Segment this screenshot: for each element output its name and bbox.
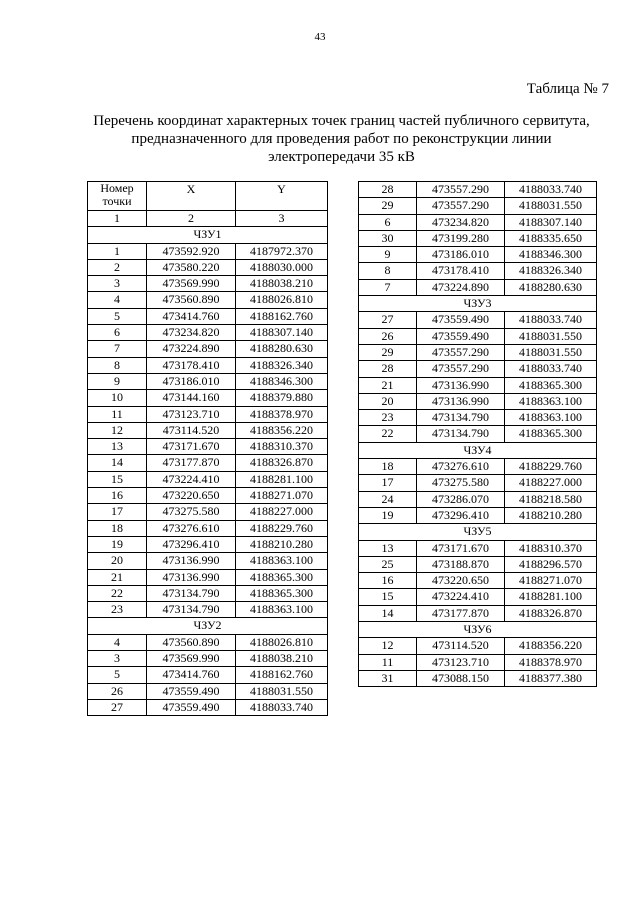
table-row [88, 390, 328, 406]
x-coordinate-cell: 473569.990 [147, 276, 236, 292]
y-coordinate-cell: 4188310.370 [236, 439, 328, 455]
x-coordinate-cell: 473234.820 [417, 214, 505, 230]
point-number-cell: 18 [359, 459, 417, 475]
header-x: X [147, 182, 236, 211]
point-number-cell: 29 [359, 198, 417, 214]
point-number-cell: 9 [88, 373, 147, 389]
y-coordinate-cell: 4188326.870 [236, 455, 328, 471]
x-coordinate-cell: 473199.280 [417, 230, 505, 246]
y-coordinate-cell: 4188210.280 [505, 507, 597, 523]
y-coordinate-cell: 4188031.550 [505, 328, 597, 344]
x-coordinate-cell: 473286.070 [417, 491, 505, 507]
point-number-cell: 17 [88, 504, 147, 520]
table-row [88, 373, 328, 389]
point-number-cell: 8 [88, 357, 147, 373]
x-coordinate-cell: 473224.890 [417, 279, 505, 295]
point-number-cell: 15 [88, 471, 147, 487]
y-coordinate-cell: 4188271.070 [505, 573, 597, 589]
y-coordinate-cell: 4188280.630 [236, 341, 328, 357]
table-row [88, 439, 328, 455]
x-coordinate-cell: 473220.650 [417, 573, 505, 589]
heading-line: электропередачи 35 кВ [268, 149, 415, 165]
section-title: ЧЗУ2 [88, 618, 328, 634]
table-row [359, 410, 597, 426]
table-row [88, 569, 328, 585]
x-coordinate-cell: 473275.580 [147, 504, 236, 520]
x-coordinate-cell: 473114.520 [147, 422, 236, 438]
table-row [88, 488, 328, 504]
y-coordinate-cell: 4188033.740 [505, 312, 597, 328]
x-coordinate-cell: 473136.990 [147, 569, 236, 585]
point-number-cell: 18 [88, 520, 147, 536]
y-coordinate-cell: 4188307.140 [236, 325, 328, 341]
y-coordinate-cell: 4188307.140 [505, 214, 597, 230]
y-coordinate-cell: 4188227.000 [505, 475, 597, 491]
point-number-cell: 25 [359, 556, 417, 572]
header-point-number-line: Номер [100, 181, 134, 195]
x-coordinate-cell: 473178.410 [417, 263, 505, 279]
x-coordinate-cell: 473178.410 [147, 357, 236, 373]
point-number-cell: 1 [88, 243, 147, 259]
x-coordinate-cell: 473224.410 [417, 589, 505, 605]
table-row [359, 507, 597, 523]
y-coordinate-cell: 4188379.880 [236, 390, 328, 406]
y-coordinate-cell: 4188363.100 [505, 393, 597, 409]
point-number-cell: 23 [88, 602, 147, 618]
table-row [88, 341, 328, 357]
x-coordinate-cell: 473580.220 [147, 259, 236, 275]
x-coordinate-cell: 473171.670 [147, 439, 236, 455]
y-coordinate-cell: 4188033.740 [505, 361, 597, 377]
point-number-cell: 31 [359, 670, 417, 686]
y-coordinate-cell: 4188310.370 [505, 540, 597, 556]
point-number-cell: 22 [359, 426, 417, 442]
section-row [359, 524, 597, 540]
header-y: Y [236, 182, 328, 211]
heading-line: Перечень координат характерных точек границ частей публичного сервитута, [93, 113, 590, 129]
y-coordinate-cell: 4188210.280 [236, 536, 328, 552]
y-coordinate-cell: 4188162.760 [236, 308, 328, 324]
point-number-cell: 12 [88, 422, 147, 438]
x-coordinate-cell: 473557.290 [417, 361, 505, 377]
table-row [359, 328, 597, 344]
y-coordinate-cell: 4188378.970 [505, 654, 597, 670]
point-number-cell: 12 [359, 638, 417, 654]
table-row [88, 553, 328, 569]
section-row [88, 227, 328, 243]
y-coordinate-cell: 4188356.220 [505, 638, 597, 654]
x-coordinate-cell: 473569.990 [147, 651, 236, 667]
coordinates-table-right [358, 181, 597, 687]
table-row [359, 230, 597, 246]
point-number-cell: 20 [88, 553, 147, 569]
y-coordinate-cell: 4187972.370 [236, 243, 328, 259]
x-coordinate-cell: 473224.410 [147, 471, 236, 487]
table-row [359, 605, 597, 621]
table-row [88, 520, 328, 536]
y-coordinate-cell: 4188363.100 [236, 602, 328, 618]
point-number-cell: 14 [88, 455, 147, 471]
y-coordinate-cell: 4188031.550 [236, 683, 328, 699]
y-coordinate-cell: 4188030.000 [236, 259, 328, 275]
x-coordinate-cell: 473414.760 [147, 667, 236, 683]
y-coordinate-cell: 4188363.100 [505, 410, 597, 426]
point-number-cell: 22 [88, 585, 147, 601]
x-coordinate-cell: 473123.710 [147, 406, 236, 422]
y-coordinate-cell: 4188326.340 [236, 357, 328, 373]
x-coordinate-cell: 473276.610 [417, 459, 505, 475]
table-row [88, 325, 328, 341]
y-coordinate-cell: 4188031.550 [505, 344, 597, 360]
table-row [359, 182, 597, 198]
y-coordinate-cell: 4188038.210 [236, 276, 328, 292]
index-cell: 1 [88, 211, 147, 227]
point-number-cell: 17 [359, 475, 417, 491]
y-coordinate-cell: 4188229.760 [236, 520, 328, 536]
y-coordinate-cell: 4188280.630 [505, 279, 597, 295]
table-row [359, 589, 597, 605]
table-row [88, 357, 328, 373]
table-row [359, 638, 597, 654]
point-number-cell: 7 [359, 279, 417, 295]
x-coordinate-cell: 473136.990 [417, 377, 505, 393]
table-row [359, 279, 597, 295]
table-row [359, 214, 597, 230]
x-coordinate-cell: 473136.990 [417, 393, 505, 409]
header-point-number [88, 182, 147, 211]
section-title: ЧЗУ3 [359, 296, 597, 312]
section-row [359, 442, 597, 458]
point-number-cell: 16 [359, 573, 417, 589]
section-title: ЧЗУ6 [359, 622, 597, 638]
x-coordinate-cell: 473559.490 [147, 683, 236, 699]
y-coordinate-cell: 4188335.650 [505, 230, 597, 246]
page-number: 43 [314, 31, 326, 43]
y-coordinate-cell: 4188365.300 [505, 426, 597, 442]
document-heading [70, 112, 613, 166]
table-row [88, 667, 328, 683]
table-row [88, 471, 328, 487]
table-row [88, 276, 328, 292]
y-coordinate-cell: 4188033.740 [236, 699, 328, 715]
point-number-cell: 20 [359, 393, 417, 409]
x-coordinate-cell: 473234.820 [147, 325, 236, 341]
y-coordinate-cell: 4188026.810 [236, 292, 328, 308]
table-row [359, 459, 597, 475]
point-number-cell: 24 [359, 491, 417, 507]
point-number-cell: 2 [88, 259, 147, 275]
y-coordinate-cell: 4188229.760 [505, 459, 597, 475]
y-coordinate-cell: 4188271.070 [236, 488, 328, 504]
table-row [359, 670, 597, 686]
table-row [88, 683, 328, 699]
point-number-cell: 28 [359, 361, 417, 377]
table-row [88, 455, 328, 471]
point-number-cell: 11 [88, 406, 147, 422]
x-coordinate-cell: 473088.150 [417, 670, 505, 686]
x-coordinate-cell: 473592.920 [147, 243, 236, 259]
section-title: ЧЗУ1 [88, 227, 328, 243]
x-coordinate-cell: 473559.490 [417, 312, 505, 328]
x-coordinate-cell: 473296.410 [417, 507, 505, 523]
x-coordinate-cell: 473134.790 [417, 410, 505, 426]
table-row [359, 475, 597, 491]
x-coordinate-cell: 473559.490 [147, 699, 236, 715]
table-row [88, 406, 328, 422]
table-row [88, 243, 328, 259]
x-coordinate-cell: 473559.490 [417, 328, 505, 344]
x-coordinate-cell: 473296.410 [147, 536, 236, 552]
table-row [88, 699, 328, 715]
point-number-cell: 6 [88, 325, 147, 341]
point-number-cell: 29 [359, 344, 417, 360]
point-number-cell: 28 [359, 182, 417, 198]
y-coordinate-cell: 4188356.220 [236, 422, 328, 438]
table-row [359, 263, 597, 279]
point-number-cell: 3 [88, 651, 147, 667]
table-row [359, 361, 597, 377]
x-coordinate-cell: 473186.010 [417, 247, 505, 263]
x-coordinate-cell: 473123.710 [417, 654, 505, 670]
x-coordinate-cell: 473177.870 [417, 605, 505, 621]
point-number-cell: 7 [88, 341, 147, 357]
point-number-cell: 5 [88, 667, 147, 683]
table-row [88, 634, 328, 650]
point-number-cell: 13 [359, 540, 417, 556]
y-coordinate-cell: 4188162.760 [236, 667, 328, 683]
y-coordinate-cell: 4188346.300 [236, 373, 328, 389]
table-row [88, 422, 328, 438]
x-coordinate-cell: 473557.290 [417, 182, 505, 198]
y-coordinate-cell: 4188365.300 [236, 585, 328, 601]
index-cell: 3 [236, 211, 328, 227]
x-coordinate-cell: 473414.760 [147, 308, 236, 324]
x-coordinate-cell: 473144.160 [147, 390, 236, 406]
section-title: ЧЗУ5 [359, 524, 597, 540]
y-coordinate-cell: 4188033.740 [505, 182, 597, 198]
x-coordinate-cell: 473220.650 [147, 488, 236, 504]
point-number-cell: 19 [88, 536, 147, 552]
point-number-cell: 21 [88, 569, 147, 585]
y-coordinate-cell: 4188363.100 [236, 553, 328, 569]
point-number-cell: 14 [359, 605, 417, 621]
y-coordinate-cell: 4188378.970 [236, 406, 328, 422]
heading-line: предназначенного для проведения работ по реконструкции линии [131, 131, 552, 147]
point-number-cell: 4 [88, 292, 147, 308]
y-coordinate-cell: 4188326.870 [505, 605, 597, 621]
x-coordinate-cell: 473177.870 [147, 455, 236, 471]
index-cell: 2 [147, 211, 236, 227]
table-row [359, 491, 597, 507]
x-coordinate-cell: 473171.670 [417, 540, 505, 556]
table-row [359, 426, 597, 442]
point-number-cell: 10 [88, 390, 147, 406]
table-row [88, 602, 328, 618]
x-coordinate-cell: 473134.790 [147, 602, 236, 618]
table-row [359, 247, 597, 263]
table-row [359, 573, 597, 589]
point-number-cell: 19 [359, 507, 417, 523]
point-number-cell: 13 [88, 439, 147, 455]
table-row [88, 259, 328, 275]
section-row [88, 618, 328, 634]
x-coordinate-cell: 473557.290 [417, 198, 505, 214]
table-row [88, 292, 328, 308]
y-coordinate-cell: 4188227.000 [236, 504, 328, 520]
table-row [359, 198, 597, 214]
table-row [88, 585, 328, 601]
x-coordinate-cell: 473557.290 [417, 344, 505, 360]
table-row [88, 651, 328, 667]
x-coordinate-cell: 473224.890 [147, 341, 236, 357]
header-point-number-line: точки [102, 194, 132, 208]
point-number-cell: 26 [359, 328, 417, 344]
table-row [359, 540, 597, 556]
section-row [359, 622, 597, 638]
point-number-cell: 23 [359, 410, 417, 426]
table-row [88, 536, 328, 552]
y-coordinate-cell: 4188218.580 [505, 491, 597, 507]
y-coordinate-cell: 4188365.300 [505, 377, 597, 393]
table-index-row [88, 211, 328, 227]
point-number-cell: 30 [359, 230, 417, 246]
x-coordinate-cell: 473134.790 [417, 426, 505, 442]
point-number-cell: 6 [359, 214, 417, 230]
table-row [359, 312, 597, 328]
x-coordinate-cell: 473560.890 [147, 634, 236, 650]
y-coordinate-cell: 4188038.210 [236, 651, 328, 667]
table-row [88, 308, 328, 324]
point-number-cell: 26 [88, 683, 147, 699]
point-number-cell: 16 [88, 488, 147, 504]
y-coordinate-cell: 4188296.570 [505, 556, 597, 572]
x-coordinate-cell: 473275.580 [417, 475, 505, 491]
table-row [359, 556, 597, 572]
x-coordinate-cell: 473134.790 [147, 585, 236, 601]
x-coordinate-cell: 473560.890 [147, 292, 236, 308]
y-coordinate-cell: 4188031.550 [505, 198, 597, 214]
table-label: Таблица № 7 [526, 81, 609, 97]
point-number-cell: 9 [359, 247, 417, 263]
point-number-cell: 27 [359, 312, 417, 328]
table-row [359, 393, 597, 409]
table-row [359, 654, 597, 670]
section-title: ЧЗУ4 [359, 442, 597, 458]
y-coordinate-cell: 4188377.380 [505, 670, 597, 686]
y-coordinate-cell: 4188365.300 [236, 569, 328, 585]
table-header-row [88, 182, 328, 211]
x-coordinate-cell: 473114.520 [417, 638, 505, 654]
point-number-cell: 3 [88, 276, 147, 292]
table-row [88, 504, 328, 520]
point-number-cell: 4 [88, 634, 147, 650]
x-coordinate-cell: 473186.010 [147, 373, 236, 389]
point-number-cell: 5 [88, 308, 147, 324]
section-row [359, 296, 597, 312]
x-coordinate-cell: 473276.610 [147, 520, 236, 536]
point-number-cell: 11 [359, 654, 417, 670]
y-coordinate-cell: 4188326.340 [505, 263, 597, 279]
point-number-cell: 15 [359, 589, 417, 605]
y-coordinate-cell: 4188281.100 [236, 471, 328, 487]
point-number-cell: 8 [359, 263, 417, 279]
point-number-cell: 21 [359, 377, 417, 393]
coordinates-table-left [87, 181, 328, 716]
table-row [359, 344, 597, 360]
y-coordinate-cell: 4188346.300 [505, 247, 597, 263]
y-coordinate-cell: 4188026.810 [236, 634, 328, 650]
table-row [359, 377, 597, 393]
x-coordinate-cell: 473136.990 [147, 553, 236, 569]
y-coordinate-cell: 4188281.100 [505, 589, 597, 605]
point-number-cell: 27 [88, 699, 147, 715]
x-coordinate-cell: 473188.870 [417, 556, 505, 572]
